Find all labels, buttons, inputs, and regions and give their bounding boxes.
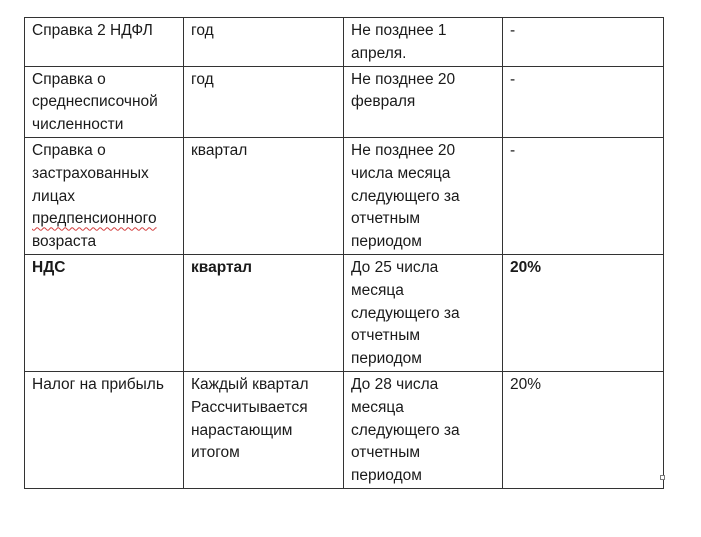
cell-line: лицах [32, 187, 75, 205]
cell-line: возраста [32, 233, 97, 251]
cell-rate[interactable] [503, 66, 664, 137]
tax-reporting-table [24, 17, 664, 489]
cell-line: нарастающим [191, 421, 293, 439]
table-row [25, 137, 664, 254]
cell-line: Справка о [32, 141, 106, 159]
cell-report-name[interactable] [25, 137, 184, 254]
cell-line: следующего за [351, 304, 460, 322]
cell-deadline[interactable] [344, 18, 503, 67]
cell-line: Рассчитывается [191, 398, 308, 416]
cell-line: - [510, 141, 516, 159]
cell-report-name[interactable] [25, 254, 184, 371]
table-row [25, 66, 664, 137]
cell-line: год [191, 70, 214, 88]
table-row [25, 254, 664, 371]
cell-report-name[interactable] [25, 18, 184, 67]
table-row [25, 371, 664, 488]
cell-line: следующего за [351, 421, 460, 439]
cell-rate[interactable] [503, 18, 664, 67]
cell-line: периодом [351, 350, 422, 368]
cell-line: НДС [32, 258, 66, 276]
table-body [25, 18, 664, 489]
cell-line: До 28 числа [351, 375, 439, 393]
cell-rate[interactable] [503, 371, 664, 488]
cell-line: месяца [351, 398, 404, 416]
cell-line: отчетным [351, 327, 421, 345]
cell-line: Не позднее 20 [351, 70, 456, 88]
cell-report-name[interactable] [25, 371, 184, 488]
cell-line: До 25 числа [351, 258, 439, 276]
cell-deadline[interactable] [344, 66, 503, 137]
cell-period[interactable] [184, 371, 344, 488]
cell-period[interactable] [184, 254, 344, 371]
cell-line: Справка о [32, 70, 106, 88]
cell-line: февраля [351, 93, 416, 111]
cell-line: среднесписочной [32, 93, 158, 111]
cell-line: численности [32, 116, 124, 134]
cell-line: 20% [510, 258, 542, 276]
cell-line: отчетным [351, 444, 421, 462]
cell-line: Не позднее 20 [351, 141, 456, 159]
cell-line: итогом [191, 444, 240, 462]
cell-line: периодом [351, 233, 422, 251]
cell-line: Не позднее 1 [351, 22, 447, 39]
cell-line: следующего за [351, 187, 460, 205]
cell-deadline[interactable] [344, 137, 503, 254]
cell-line: 20% [510, 375, 542, 393]
cell-line: Налог на прибыль [32, 375, 164, 393]
cell-line: - [510, 70, 516, 88]
cell-deadline[interactable] [344, 371, 503, 488]
cell-line: предпенсионного [32, 210, 157, 228]
cell-line: - [510, 22, 516, 39]
table-row [25, 18, 664, 67]
cell-period[interactable] [184, 137, 344, 254]
cell-line: застрахованных [32, 164, 149, 182]
cell-rate[interactable] [503, 137, 664, 254]
cell-rate[interactable] [503, 254, 664, 371]
cell-line: квартал [191, 141, 248, 159]
cell-line: периодом [351, 467, 422, 485]
cell-report-name[interactable] [25, 66, 184, 137]
cell-line: месяца [351, 281, 404, 299]
cell-period[interactable] [184, 18, 344, 67]
cell-line: числа месяца [351, 164, 451, 182]
cell-line: Каждый квартал [191, 375, 309, 393]
cell-line: Справка 2 НДФЛ [32, 22, 153, 39]
table-resize-handle[interactable] [660, 475, 665, 480]
cell-line: год [191, 22, 214, 39]
cell-period[interactable] [184, 66, 344, 137]
cell-deadline[interactable] [344, 254, 503, 371]
cell-line: апреля. [351, 44, 407, 62]
cell-line: отчетным [351, 210, 421, 228]
cell-line: квартал [191, 258, 253, 276]
